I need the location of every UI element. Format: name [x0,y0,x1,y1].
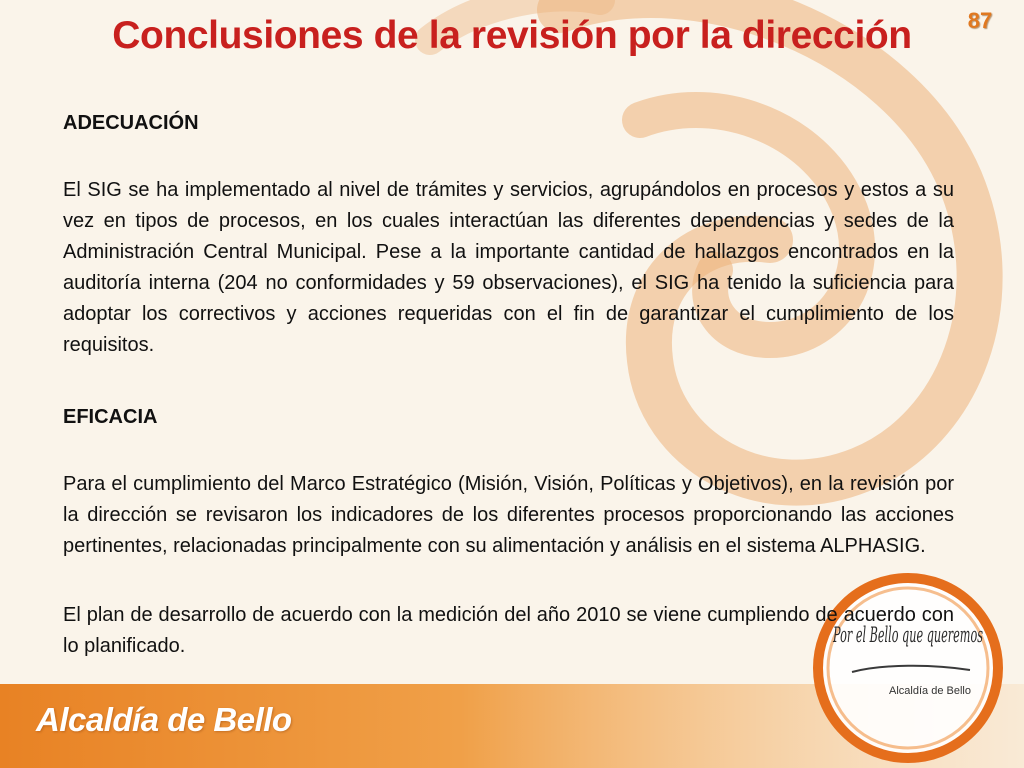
section-heading-eficacia: EFICACIA [63,406,158,428]
adecuacion-paragraph: El SIG se ha implementado al nivel de trámites y servicios, agrupándolos en procesos y estos a su vez en tipos de procesos, en los cuales interactúan las diferentes dependencias y sedes de la Administración Central Municipal. Pese a la importante cantidad de hallazgos encontrados en la auditoría interna (204 no conformidades y 59 observaciones), el SIG ha tenido la suficiencia para adoptar los correctivos y acciones requeridas con el fin de garantizar el cumplimiento de los requisitos. [63,179,954,356]
section-heading-adecuacion: ADECUACIÓN [63,112,199,134]
seal-slogan: Por el Bello que queremos [832,623,984,647]
footer-brand-logo: Alcaldía de Bello [36,701,292,738]
slide-title: Conclusiones de la revisión por la dirección [112,14,912,57]
eficacia-paragraph-1: Para el cumplimiento del Marco Estratégico (Misión, Visión, Políticas y Objetivos), en la revisión por la dirección se revisaron los indicadores de los diferentes procesos proporcionando las acciones pertinentes, relacionadas principalmente con su alimentación y análisis en el sistema ALPHASIG. [63,473,954,557]
eficacia-paragraph-2: El plan de desarrollo de acuerdo con la medición del año 2010 se viene cumpliendo de acuerdo con lo planificado. [63,604,954,657]
slide-content [63,108,954,662]
seal-caption: Alcaldía de Bello [889,685,971,697]
page-number: 87 [967,8,993,33]
